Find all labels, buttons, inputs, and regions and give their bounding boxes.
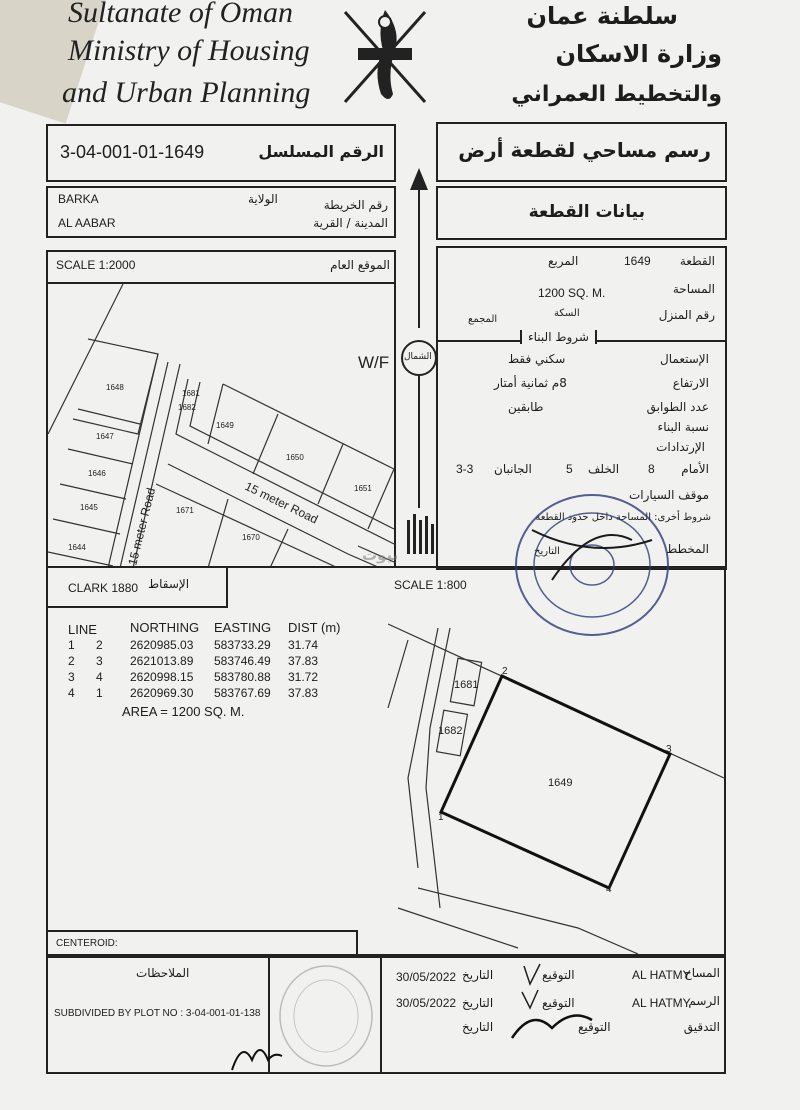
coords-dist: 37.83 — [288, 686, 319, 700]
general-site-map — [48, 284, 394, 568]
site-plot-1651: 1651 — [354, 484, 372, 493]
front-value: 8 — [648, 462, 655, 476]
floors-label: عدد الطوابق — [646, 400, 709, 414]
ratio-label: نسبة البناء — [657, 420, 709, 434]
serial-number: 3-04-001-01-1649 — [60, 142, 205, 162]
centeroid-label: CENTEROID: — [56, 938, 118, 949]
plot-value: 1649 — [624, 254, 651, 268]
wf-label: W/F — [358, 353, 390, 372]
surveyor-signature-label: التوقيع — [542, 968, 575, 982]
site-plot-1671: 1671 — [176, 506, 194, 515]
plot-drawing — [378, 608, 724, 954]
projection-label: الإسقاط — [148, 577, 190, 591]
floors-value: طابقين — [508, 400, 544, 414]
header-ar-line3: والتخطيط العمراني — [511, 82, 722, 107]
coords-easting: 583767.69 — [214, 686, 271, 700]
use-value: سكني فقط — [508, 352, 566, 366]
coords-to: 4 — [96, 670, 103, 684]
centeroid-box — [48, 930, 358, 956]
coords-row — [66, 670, 366, 686]
doc-title-box — [436, 122, 727, 182]
town-value: AL AABAR — [58, 216, 116, 230]
coords-dist: 37.83 — [288, 654, 319, 668]
main-plot-label: 1649 — [548, 777, 573, 789]
header-en-line3: and Urban Planning — [62, 76, 311, 109]
site-plot-1650: 1650 — [286, 453, 304, 462]
back-value: 5 — [566, 462, 573, 476]
coords-from: 2 — [68, 654, 75, 668]
back-label: الخلف — [588, 462, 620, 476]
header-ar-line1: سلطنة عمان — [526, 2, 678, 30]
drawer-name: AL HATMY — [632, 996, 691, 1010]
neighbor-plot-1681: 1681 — [454, 679, 479, 691]
signatures-box — [380, 956, 726, 1074]
use-label: الإستعمال — [660, 352, 709, 366]
coords-easting: 583746.49 — [214, 654, 271, 668]
plot-data-title: بيانات القطعة — [528, 202, 645, 222]
drawer-signature-label: التوقيع — [542, 996, 575, 1010]
site-plot-1644: 1644 — [68, 543, 86, 552]
area-label: المساحة — [672, 282, 715, 296]
site-plot-1647: 1647 — [96, 432, 114, 441]
neighbor-plot-1682: 1682 — [438, 725, 463, 737]
checker-label: التدقيق — [683, 1020, 720, 1034]
checker-signature-label: التوقيع — [578, 1020, 611, 1034]
handwritten-signatures-icon — [462, 958, 662, 1058]
sides-label: الجانبان — [494, 462, 532, 476]
coords-easting: 583733.29 — [214, 638, 271, 652]
corner-2: 2 — [502, 666, 508, 677]
map-no-label: رقم الخريطة — [323, 198, 388, 212]
site-plot-1670: 1670 — [242, 533, 260, 542]
site-plot-1649: 1649 — [216, 421, 234, 430]
coords-row — [66, 654, 366, 670]
official-stamp-icon — [512, 490, 672, 640]
site-plot-1648: 1648 — [106, 383, 124, 392]
corner-4: 4 — [606, 884, 612, 895]
header-en-line1: Sultanate of Oman — [68, 0, 293, 29]
oman-emblem-icon — [330, 2, 440, 110]
coords-header-dist: DIST (m) — [288, 620, 341, 635]
surveyor-label: المساح — [683, 966, 720, 980]
surveyor-name: AL HATMY — [632, 968, 691, 982]
plan-label: المخطط — [666, 542, 709, 556]
coords-header-northing: NORTHING — [130, 620, 200, 635]
coords-from: 3 — [68, 670, 75, 684]
serial-label: الرقم المسلسل — [258, 142, 384, 161]
subdivided-text: SUBDIVIDED BY PLOT NO : 3-04-001-01-138 — [54, 1008, 261, 1019]
projection-box — [48, 568, 228, 608]
complex-label: المجمع — [468, 314, 498, 325]
site-plot-1681: 1681 — [182, 389, 200, 398]
coords-header-easting: EASTING — [214, 620, 272, 635]
plot-data-title-box — [436, 186, 727, 240]
front-label: الأمام — [681, 462, 709, 476]
drawer-label: الرسم — [688, 994, 720, 1008]
coords-header-line: LINE — [68, 622, 97, 637]
coords-from: 1 — [68, 638, 75, 652]
other-conditions: شروط أخرى: المساحة داخل حدود القطعة — [535, 512, 711, 523]
coords-to: 3 — [96, 654, 103, 668]
drawer-date: 30/05/2022 — [396, 996, 457, 1010]
coords-northing: 2620969.30 — [130, 686, 194, 700]
coords-easting: 583780.88 — [214, 670, 271, 684]
town-label: المدينة / القرية — [313, 216, 388, 230]
coords-dist: 31.72 — [288, 670, 319, 684]
coords-row — [66, 686, 366, 702]
general-site-label: الموقع العام — [330, 258, 390, 272]
square-label: المربع — [548, 254, 579, 268]
surveyor-date: 30/05/2022 — [396, 970, 457, 984]
sides-value: 3-3 — [456, 462, 474, 476]
general-site-scale: SCALE 1:2000 — [56, 258, 136, 272]
coords-to: 2 — [96, 638, 103, 652]
alley-label: السكة — [554, 308, 580, 319]
location-box — [46, 186, 396, 238]
conditions-title: شروط البناء — [520, 330, 597, 344]
header-en-line2: Ministry of Housing — [68, 34, 310, 67]
coords-row — [66, 638, 366, 654]
north-label: الشمال — [404, 352, 432, 362]
footer-signature-icon — [228, 1036, 288, 1076]
notes-label: الملاحظات — [136, 966, 190, 980]
wilayat-label: الولاية — [248, 192, 278, 206]
coords-to: 1 — [96, 686, 103, 700]
header-ar-line2: وزارة الاسكان — [555, 40, 722, 68]
general-site-box — [46, 250, 399, 568]
plot-label: القطعة — [679, 254, 715, 268]
setbacks-label: الإرتدادات — [656, 440, 705, 454]
checker-date-label: التاريخ — [462, 1020, 494, 1034]
coords-from: 4 — [68, 686, 75, 700]
header — [0, 0, 800, 118]
doc-title: رسم مساحي لقطعة أرض — [458, 138, 711, 162]
coords-area: AREA = 1200 SQ. M. — [122, 704, 245, 719]
site-plot-1682: 1682 — [178, 403, 196, 412]
projection-value: CLARK 1880 — [68, 581, 139, 595]
coords-northing: 2620998.15 — [130, 670, 194, 684]
site-plot-1646: 1646 — [88, 469, 106, 478]
road-label-2: 15 meter Road — [125, 486, 159, 567]
surveyor-date-label: التاريخ — [462, 968, 494, 982]
faint-seal-icon — [274, 962, 378, 1070]
coords-northing: 2621013.89 — [130, 654, 194, 668]
watermark: بيوت — [362, 546, 399, 564]
road-label-1: 15 meter Road — [242, 479, 321, 527]
area-value: 1200 SQ. M. — [538, 286, 606, 300]
house-no-label: رقم المنزل — [658, 308, 715, 322]
wilayat-value: BARKA — [58, 192, 99, 206]
coords-dist: 31.74 — [288, 638, 319, 652]
coords-northing: 2620985.03 — [130, 638, 194, 652]
height-value: 8م ثمانية أمتار — [494, 376, 567, 390]
plan-date-label: التاريخ — [534, 546, 560, 557]
plot-scale: SCALE 1:800 — [394, 578, 467, 592]
corner-1: 1 — [438, 812, 444, 823]
serial-box — [46, 124, 396, 182]
site-plot-1645: 1645 — [80, 503, 98, 512]
corner-3: 3 — [666, 744, 672, 755]
height-label: الارتفاع — [672, 376, 709, 390]
parking-label: موقف السيارات — [629, 488, 709, 502]
drawer-date-label: التاريخ — [462, 996, 494, 1010]
